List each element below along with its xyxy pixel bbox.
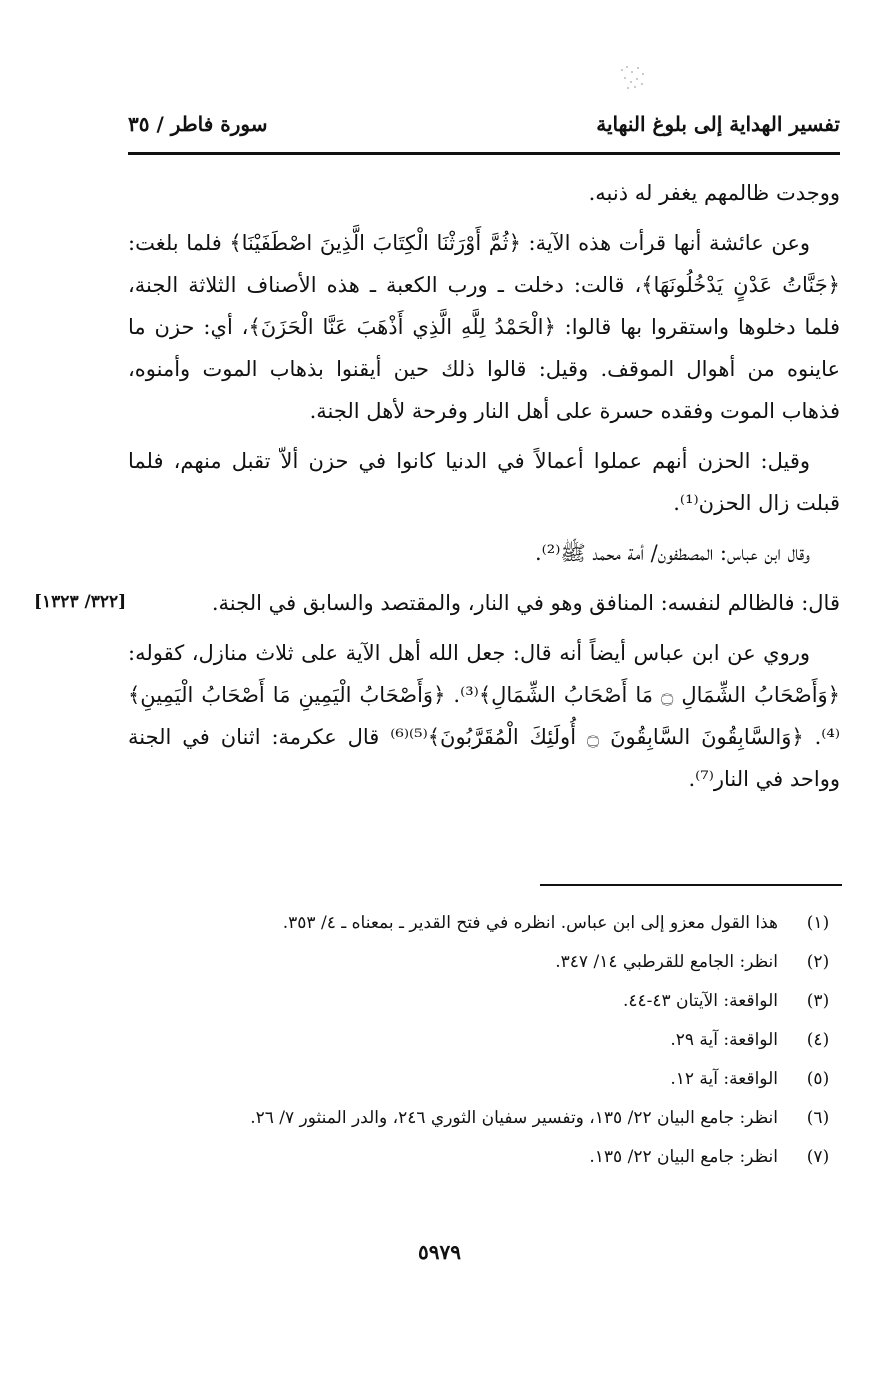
footnote-text: الواقعة: آية ١٢. xyxy=(670,1069,778,1089)
main-text xyxy=(121,172,840,808)
footnote-text: انظر: جامع البيان ٢٢/ ١٣٥، وتفسير سفيان الثوري ٢٤٦، والدر المنثور ٧/ ٢٦. xyxy=(250,1108,778,1128)
footnote-text: انظر: الجامع للقرطبي ١٤/ ٣٤٧. xyxy=(555,952,778,972)
footnote-item xyxy=(128,982,844,1021)
paragraph: وقال ابن عباس: المصطفون/ أمة محمد ﷺ⁽²⁾. xyxy=(534,541,810,565)
footnote-number: (٢) xyxy=(806,952,830,972)
surah-label: سورة فاطر / ٣٥ xyxy=(128,112,268,136)
paragraph: ووجدت ظالمهم يغفر له ذنبه. xyxy=(588,181,840,205)
footnote-item xyxy=(128,1060,844,1099)
scan-speck xyxy=(618,64,648,92)
footnote-text: الواقعة: الآيتان ٤٣-٤٤. xyxy=(622,991,778,1011)
paragraph: وقيل: الحزن أنهم عملوا أعمالاً في الدنيا كانوا في حزن ألاّ تقبل منهم، فلما قبلت زال الحزن⁽¹⁾. xyxy=(121,449,840,515)
footnote-number: (٧) xyxy=(806,1147,830,1167)
paragraph: قال: فالظالم لنفسه: المنافق وهو في النار، والمقتصد والسابق في الجنة. xyxy=(211,591,840,615)
book-title: تفسير الهداية إلى بلوغ النهاية xyxy=(596,112,840,136)
footnote-number: (٥) xyxy=(806,1069,830,1089)
footnote-item xyxy=(128,1099,844,1138)
footnote-text: الواقعة: آية ٢٩. xyxy=(670,1030,778,1050)
header-rule xyxy=(128,152,840,155)
footnotes xyxy=(128,904,844,1177)
footnote-number: (٤) xyxy=(806,1030,830,1050)
footnote-text: انظر: جامع البيان ٢٢/ ١٣٥. xyxy=(589,1147,778,1167)
footnote-number: (٣) xyxy=(806,991,830,1011)
manuscript-reference: [٣٢٢/ ١٣٢٣] xyxy=(34,592,127,612)
footnote-text: هذا القول معزو إلى ابن عباس. انظره في فتح القدير ـ بمعناه ـ ٤/ ٣٥٣. xyxy=(282,913,778,933)
footnote-item xyxy=(128,1138,844,1177)
footnote-separator xyxy=(540,884,842,886)
footnote-item xyxy=(128,943,844,982)
footnote-number: (٦) xyxy=(806,1108,830,1128)
footnote-number: (١) xyxy=(806,913,830,933)
footnote-item xyxy=(128,1021,844,1060)
page-number: ٥٩٧٩ xyxy=(418,1240,461,1264)
paragraph: وروي عن ابن عباس أيضاً أنه قال: جعل الله أهل الآية على ثلاث منازل، كقوله: ﴿وَأَصْحَابُ الشِّمَالِ ۝ مَا أَصْحَابُ الشِّمَالِ﴾⁽³⁾. ﴿وَأَصْحَابُ الْيَمِينِ مَا أَصْحَابُ الْيَمِينِ﴾⁽⁴⁾. ﴿وَالسَّابِقُونَ السَّابِقُونَ ۝ أُولَئِكَ الْمُقَرَّبُونَ﴾⁽⁵⁾⁽⁶⁾ قال عكرمة: اثنان في الجنة وواحد في النار⁽⁷⁾. xyxy=(121,641,840,791)
paragraph: وعن عائشة أنها قرأت هذه الآية: ﴿ثُمَّ أَوْرَثْنَا الْكِتَابَ الَّذِينَ اصْطَفَيْنَا﴾ فلما بلغت: ﴿جَنَّاتُ عَدْنٍ يَدْخُلُونَهَا﴾، قالت: دخلت ـ ورب الكعبة ـ هذه الأصناف الثلاثة الجنة، فلما دخلوها واستقروا بها قالوا: ﴿الْحَمْدُ لِلَّهِ الَّذِي أَذْهَبَ عَنَّا الْحَزَنَ﴾، أي: حزن ما عاينوه من أهوال الموقف. وقيل: قالوا ذلك حين أيقنوا بذهاب الموت وأمنوه، فذهاب الموت وفقده حسرة على أهل النار وفرحة لأهل الجنة. xyxy=(121,231,840,423)
footnote-item xyxy=(128,904,844,943)
running-header xyxy=(128,112,840,148)
